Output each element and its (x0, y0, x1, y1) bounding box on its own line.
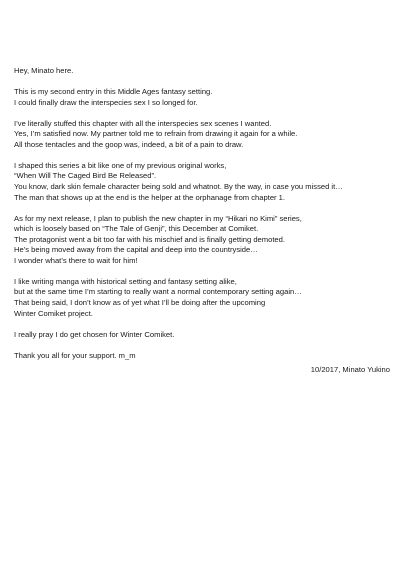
text-line: All those tentacles and the goop was, indeed, a bit of a pain to draw. (14, 139, 244, 149)
text-line: Hey, Minato here. (14, 66, 74, 75)
paragraph-chapter-content (14, 119, 386, 151)
text-line: I shaped this series a bit like one of my previous original works, (14, 160, 227, 170)
text-line: I wonder what’s there to wait for him! (14, 255, 138, 265)
paragraph-thanks (14, 351, 386, 362)
text-line: That being said, I don’t know as of yet what I’ll be doing after the upcoming (14, 298, 266, 308)
text-line: I like writing manga with historical setting and fantasy setting alike, (14, 276, 237, 286)
text-line: Yes, I’m satisfied now. My partner told me to refrain from drawing it again for a while. (14, 129, 298, 139)
text-line: Thank you all for your support. m_m (14, 350, 136, 360)
text-line: I could finally draw the interspecies sex I so longed for. (14, 97, 198, 107)
text-line: As for my next release, I plan to publish the new chapter in my “Hikari no Kimi” series, (14, 213, 302, 223)
text-line: “When Will The Caged Bird Be Released”. (14, 171, 157, 181)
paragraph-greeting (14, 66, 386, 77)
text-line: which is loosely based on “The Tale of Genji”, this December at Comiket. (14, 224, 259, 234)
text-line: Winter Comiket project. (14, 308, 93, 318)
signature-date: 10/2017, Minato Yukino (310, 365, 390, 374)
text-line: This is my second entry in this Middle Ages fantasy setting. (14, 86, 213, 96)
paragraph-setting-thoughts (14, 277, 386, 319)
text-line: but at the same time I’m starting to really want a normal contemporary setting again… (14, 287, 302, 297)
text-line: I really pray I do get chosen for Winter Comiket. (14, 329, 175, 339)
text-line: The protagonist went a bit too far with his mischief and is finally getting demoted. (14, 234, 285, 244)
text-line: I’ve literally stuffed this chapter with all the interspecies sex scenes I wanted. (14, 118, 272, 128)
text-line: He’s being moved away from the capital and deep into the countryside… (14, 245, 258, 255)
paragraph-series-shape (14, 161, 386, 203)
paragraph-second-entry (14, 87, 386, 108)
paragraph-next-release (14, 214, 386, 267)
text-line: The man that shows up at the end is the helper at the orphanage from chapter 1. (14, 192, 286, 202)
paragraph-comiket-prayer (14, 330, 386, 341)
text-line: You know, dark skin female character being sold and whatnot. By the way, in case you missed it… (14, 181, 343, 191)
